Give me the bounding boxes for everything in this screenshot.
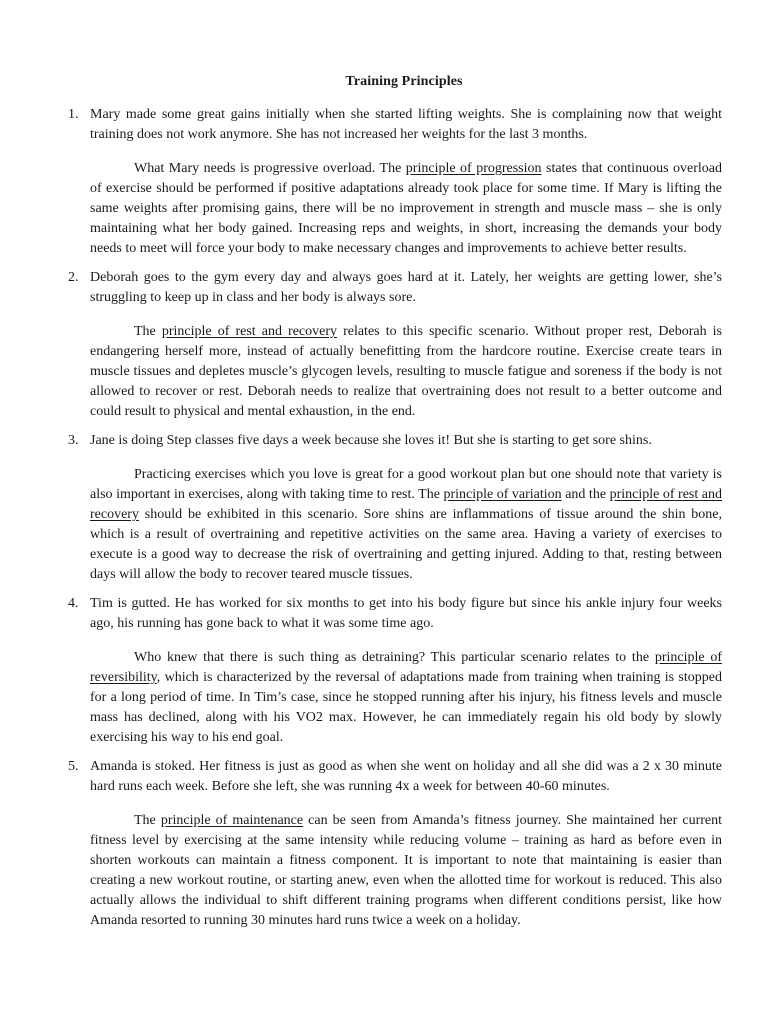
answer-text: , which is characterized by the reversal of adaptations made from training when training is stopped for a long period of time. In Tim’s case, since he stopped running after his injury, his fitness levels and muscle mass has declined, along with his VO2 max. However, he can immediately regain his old body by slowly exercising his way to his end goal.: [90, 670, 722, 745]
principle-term: principle of progression: [405, 161, 542, 176]
answer-text: What Mary needs is progressive overload. The: [134, 161, 406, 176]
principle-term: principle of rest and recovery: [161, 324, 337, 339]
scenario-question: Tim is gutted. He has worked for six months to get into his body figure but since his ankle injury four weeks ago, his running has gone back to what it was some time ago.: [90, 596, 722, 631]
scenario-item-4: [68, 594, 722, 748]
item-content: [90, 757, 722, 931]
item-number: 2.: [68, 270, 79, 285]
scenario-answer: [90, 322, 722, 422]
answer-text: The: [134, 324, 162, 339]
principle-term: principle of rest and recovery: [90, 487, 722, 522]
document-title: Training Principles: [345, 74, 463, 89]
scenario-item-1: [68, 105, 722, 259]
scenario-question: Jane is doing Step classes five days a week because she loves it! But she is starting to get sore shins.: [90, 433, 652, 448]
item-number: 3.: [68, 433, 79, 448]
scenario-answer: [90, 648, 722, 748]
principle-term: principle of variation: [443, 487, 562, 502]
answer-text: can be seen from Amanda’s fitness journey. She maintained her current fitness level by exercising at the same intensity while reducing volume – training as hard as before even in shorten workouts can maintain a fitness component. It is important to note that maintaining is easier than creating a new workout routine, or starting anew, even when the allotted time for workout is reduced. This also actually allows the individual to shift different training programs when different conditions persist, like how Amanda resorted to running 30 minutes hard runs twice a week on a holiday.: [90, 813, 722, 928]
answer-text: and the: [561, 487, 610, 502]
scenario-item-2: [68, 268, 722, 422]
answer-text: relates to this specific scenario. Without proper rest, Deborah is endangering herself more, instead of actually benefitting from the hardcore routine. Exercise create tears in muscle tissues and depletes muscle’s glycogen levels, resulting to muscle fatigue and soreness if the body is not allowed to recover or rest. Deborah needs to realize that overtraining does not result to a better outcome and could result to physical and mental exhaustion, in the end.: [90, 324, 722, 419]
item-number: 4.: [68, 596, 79, 611]
answer-text: Who knew that there is such thing as detraining? This particular scenario relates to the: [134, 650, 655, 665]
item-content: [90, 268, 722, 422]
item-number: 5.: [68, 759, 79, 774]
scenario-answer: [90, 811, 722, 931]
scenario-item-5: [68, 757, 722, 931]
item-content: [90, 594, 722, 748]
answer-text: should be exhibited in this scenario. Sore shins are inflammations of tissue around the shin bone, which is a result of overtraining and repetitive activities on the same area. Having a variety of exercises to execute is a good way to decrease the risk of overtraining and getting injured. Adding to that, resting between days will allow the body to recover teared muscle tissues.: [90, 507, 722, 582]
answer-text: Practicing exercises which you love is great for a good workout plan but one should note that variety is also important in exercises, along with taking time to rest. The: [90, 467, 722, 502]
scenario-question: Amanda is stoked. Her fitness is just as good as when she went on holiday and all she did was a 2 x 30 minute hard runs each week. Before she left, she was running 4x a week for between 40-60 minutes.: [90, 759, 722, 794]
principle-term: principle of reversibility: [90, 650, 722, 685]
scenario-question: Mary made some great gains initially when she started lifting weights. She is complaining now that weight training does not work anymore. She has not increased her weights for the last 3 months.: [90, 107, 722, 142]
scenario-answer: [90, 159, 722, 259]
principle-term: principle of maintenance: [160, 813, 304, 828]
item-content: [90, 105, 722, 259]
scenario-question: Deborah goes to the gym every day and always goes hard at it. Lately, her weights are getting lower, she’s struggling to keep up in class and her body is always sore.: [90, 270, 722, 305]
scenario-item-3: [68, 431, 722, 585]
answer-text: The: [134, 813, 161, 828]
item-content: [90, 431, 722, 585]
scenario-answer: [90, 465, 722, 585]
answer-text: states that continuous overload of exercise should be performed if positive adaptations already took place for some time. If Mary is lifting the same weights after promising gains, there will be no improvement in strength and muscle mass – she is only maintaining what her body gained. Increasing reps and weights, in short, increasing the demands your body needs to meet will force your body to make necessary changes and improvements to achieve better results.: [90, 161, 722, 256]
item-number: 1.: [68, 107, 79, 122]
